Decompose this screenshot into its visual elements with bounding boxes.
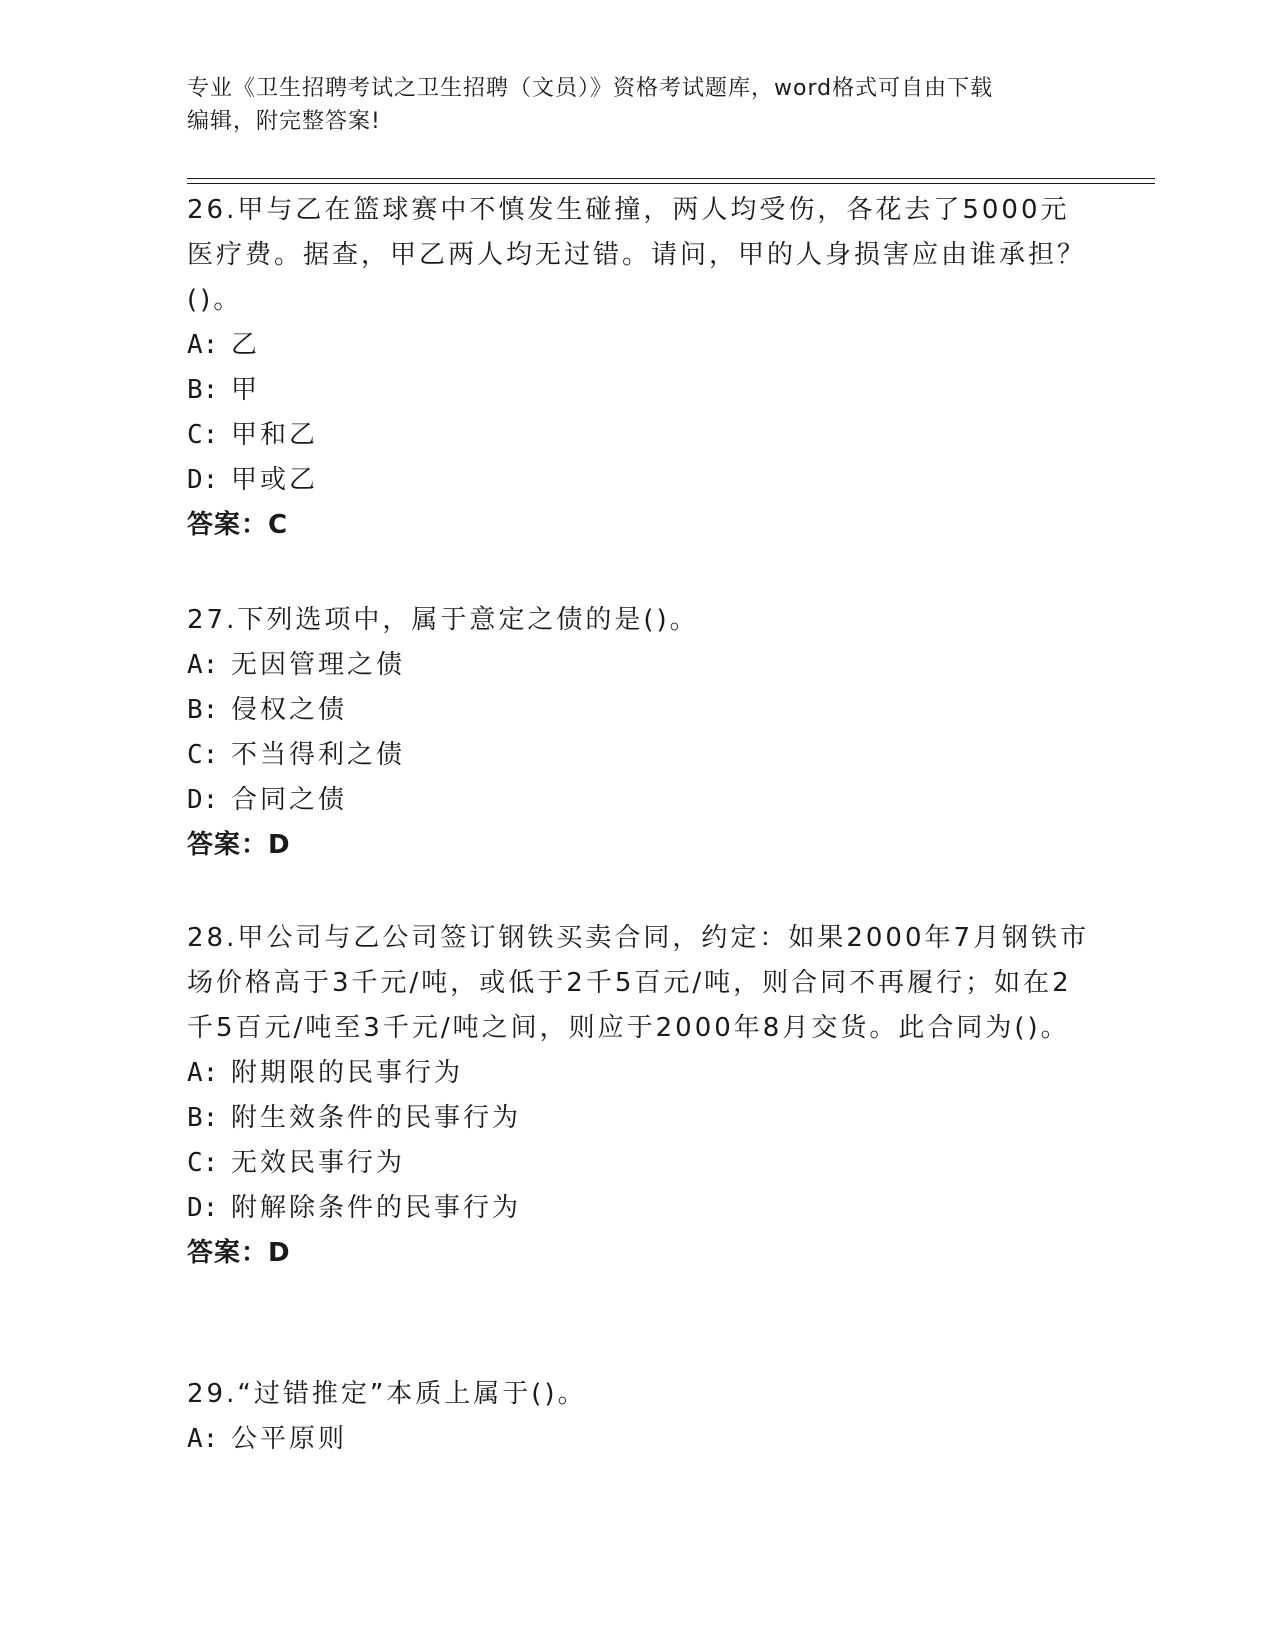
option-text: 甲或乙 [231, 465, 319, 495]
option-c [187, 1141, 1097, 1186]
option-text: 合同之债 [231, 785, 348, 815]
question-27 [187, 598, 1097, 868]
option-key: D: [187, 1193, 219, 1223]
option-b [187, 1096, 1097, 1141]
option-d [187, 778, 1097, 823]
option-key: A: [187, 1058, 219, 1088]
option-text: 无因管理之债 [231, 650, 406, 680]
answer: 答案：D [187, 830, 291, 860]
answer: 答案：C [187, 510, 289, 540]
option-text: 公平原则 [231, 1424, 348, 1454]
option-key: A: [187, 650, 219, 680]
option-d [187, 458, 1097, 503]
option-c [187, 733, 1097, 778]
option-key: D: [187, 465, 219, 495]
option-key: A: [187, 1424, 219, 1454]
header-line-2: 编辑，附完整答案! [187, 109, 381, 134]
option-key: C: [187, 1148, 219, 1178]
question-text: 27.下列选项中，属于意定之债的是()。 [187, 605, 699, 635]
option-text: 附解除条件的民事行为 [231, 1193, 522, 1223]
question-26 [187, 188, 1097, 548]
option-key: B: [187, 1103, 219, 1133]
document-header [187, 72, 1087, 138]
question-28 [187, 916, 1097, 1276]
option-text: 甲和乙 [231, 420, 319, 450]
question-text: 29.“过错推定”本质上属于()。 [187, 1379, 587, 1409]
option-key: C: [187, 420, 219, 450]
option-text: 甲 [231, 375, 261, 405]
option-key: B: [187, 375, 219, 405]
question-text: 28.甲公司与乙公司签订钢铁买卖合同，约定：如果2000年7月钢铁市场价格高于3千元/吨，或低于2千5百元/吨，则合同不再履行；如在2千5百元/吨至3千元/吨之间，则应于2000年8月交货。此合同为()。 [187, 923, 1090, 1043]
option-a [187, 643, 1097, 688]
question-text: 26.甲与乙在篮球赛中不慎发生碰撞，两人均受伤，各花去了5000元医疗费。据查，甲乙两人均无过错。请问，甲的人身损害应由谁承担？()。 [187, 195, 1087, 315]
option-b [187, 368, 1097, 413]
header-line-1: 专业《卫生招聘考试之卫生招聘（文员）》资格考试题库，word格式可自由下载 [187, 76, 994, 101]
option-key: D: [187, 785, 219, 815]
option-text: 无效民事行为 [231, 1148, 406, 1178]
option-text: 乙 [231, 330, 261, 360]
question-29 [187, 1372, 1097, 1462]
option-b [187, 688, 1097, 733]
option-a [187, 323, 1097, 368]
option-d [187, 1186, 1097, 1231]
answer: 答案：D [187, 1238, 291, 1268]
option-c [187, 413, 1097, 458]
option-text: 不当得利之债 [231, 740, 406, 770]
option-a [187, 1051, 1097, 1096]
header-divider-top [187, 178, 1155, 179]
option-text: 侵权之债 [231, 695, 348, 725]
option-key: C: [187, 740, 219, 770]
option-text: 附期限的民事行为 [231, 1058, 464, 1088]
option-text: 附生效条件的民事行为 [231, 1103, 522, 1133]
option-key: A: [187, 330, 219, 360]
header-divider-bottom [187, 183, 1155, 184]
option-a [187, 1417, 1097, 1462]
option-key: B: [187, 695, 219, 725]
